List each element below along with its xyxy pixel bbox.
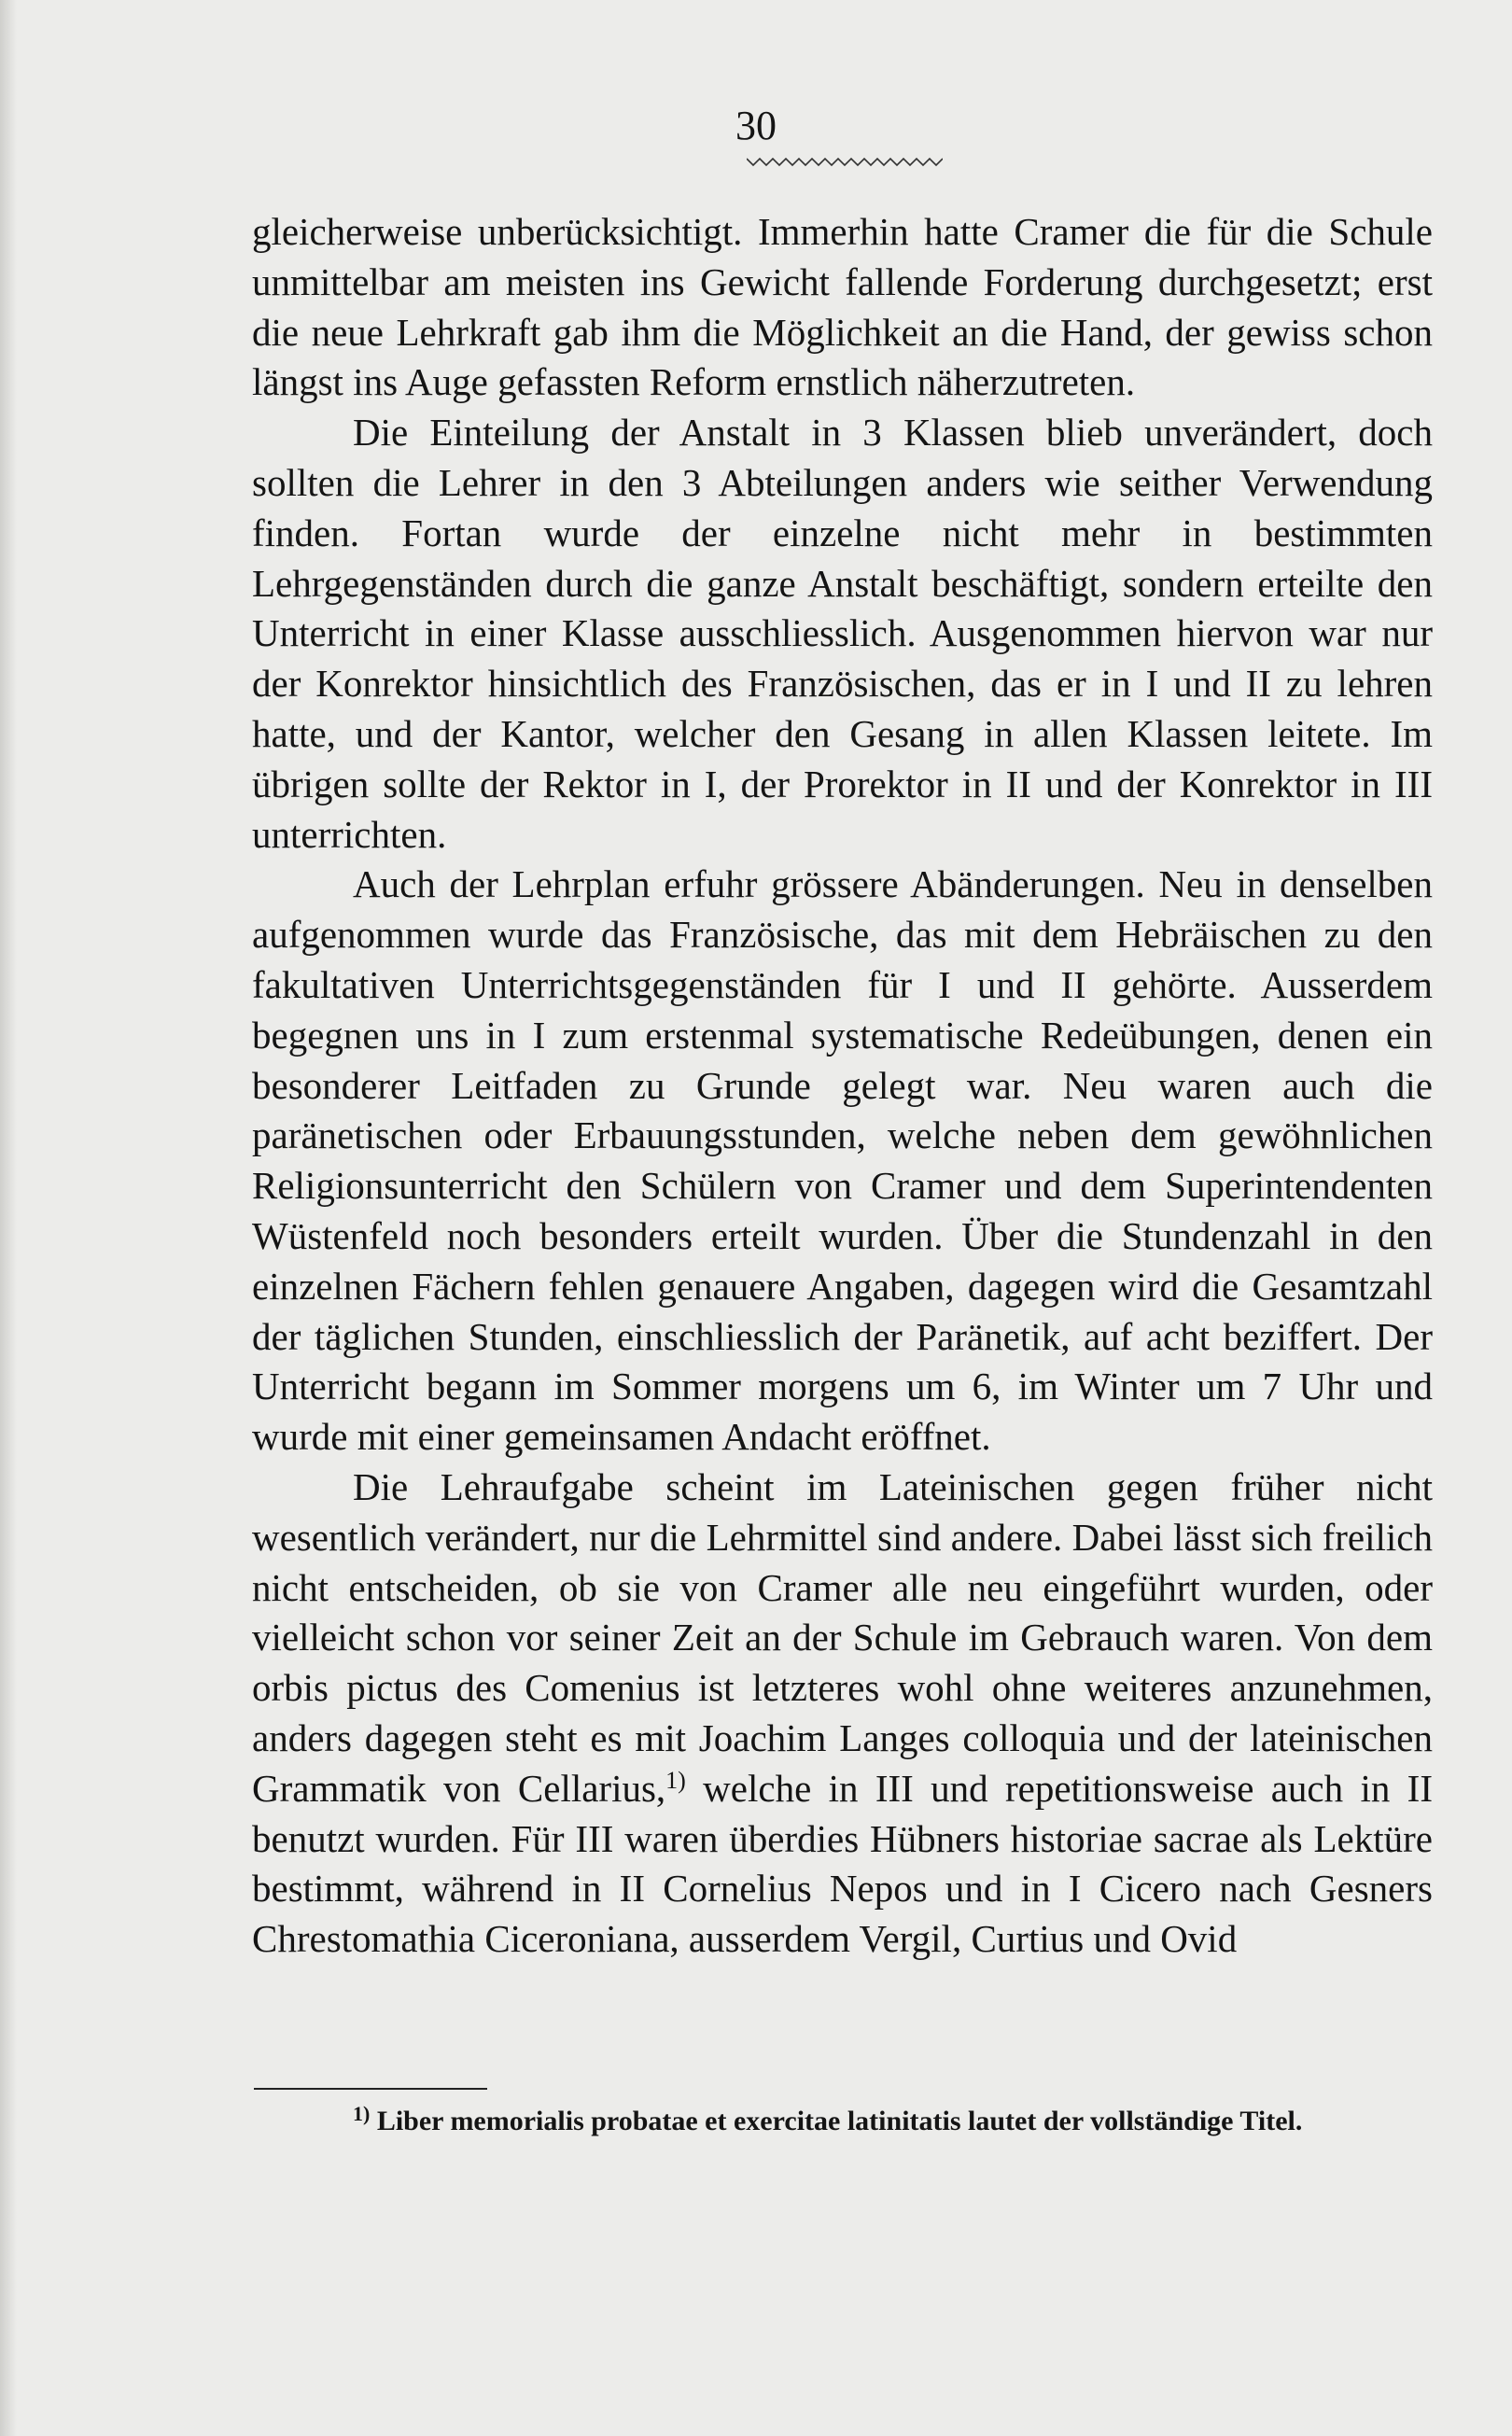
paragraph-text: Die Lehraufgabe scheint im Lateinischen gegen früher nicht wesentlich verändert, nur die Lehrmittel sind andere. Dabei lässt sich freilich nicht entscheiden, ob sie von Cramer alle neu eingeführt wurden, oder vielleicht schon vor seiner Zeit an der Schule im Gebrauch waren. Von dem orbis pictus des Comenius ist letzteres wohl ohne weiteres anzunehmen, anders dagegen steht es mit Joachim Langes colloquia und der lateinischen Grammatik von Cellarius,: [252, 1464, 1433, 1810]
paragraph: [252, 207, 1433, 408]
page-number-ornament: [747, 155, 943, 168]
paragraph: [252, 1463, 1433, 1965]
body-text: [252, 207, 1433, 1965]
page-edge-shadow: [0, 0, 17, 2436]
paragraph-text: gleicherweise unberücksichtigt. Immerhin hatte Cramer die für die Schule unmittelbar am meisten ins Gewicht fallende Forderung durchgesetzt; erst die neue Lehrkraft gab ihm die Möglichkeit an die Hand, der gewiss schon längst ins Auge gefassten Reform ernstlich näherzutreten.: [252, 210, 1433, 404]
page-number: 30: [735, 103, 777, 148]
footnote-reference: 1): [665, 1766, 686, 1794]
footnote-paragraph: [252, 2098, 1433, 2145]
paragraph-text: welche in III und repetitionsweise auch in II benutzt wurden. Für III waren überdies Hübners historiae sacrae als Lektüre bestimmt, während in II Cornelius Nepos und in I Cicero nach Gesners Chrestomathia Ciceroniana, ausserdem Vergil, Curtius und Ovid: [252, 1766, 1433, 1961]
footnote-divider: [254, 2088, 487, 2090]
footnote: [252, 2098, 1433, 2145]
paragraph-text: Die Einteilung der Anstalt in 3 Klassen blieb unverändert, doch sollten die Lehrer in den 3 Abteilungen anders wie seither Verwendung finden. Fortan wurde der einzelne nicht mehr in bestimmten Lehrgegenständen durch die ganze Anstalt beschäftigt, sondern erteilte den Unterricht in einer Klasse ausschliesslich. Ausgenommen hiervon war nur der Konrektor hinsichtlich des Französischen, das er in I und II zu lehren hatte, und der Kantor, welcher den Gesang in allen Klassen leitete. Im übrigen sollte der Rektor in I, der Prorektor in II und der Konrektor in III unterrichten.: [252, 411, 1433, 856]
paragraph: [252, 408, 1433, 860]
paragraph-text: Auch der Lehrplan erfuhr grössere Abänderungen. Neu in denselben aufgenommen wurde das Französische, das mit dem Hebräischen zu den fakultativen Unterrichtsgegenständen für I und II gehörte. Ausserdem begegnen uns in I zum erstenmal systematische Redeübungen, denen ein besonderer Leitfaden zu Grunde gelegt war. Neu waren auch die paränetischen oder Erbauungsstunden, welche neben dem gewöhnlichen Religionsunterricht den Schülern von Cramer und dem Superintendenten Wüstenfeld noch besonders erteilt wurden. Über die Stundenzahl in den einzelnen Fächern fehlen genauere Angaben, dagegen wird die Gesamtzahl der täglichen Stunden, einschliesslich der Paränetik, auf acht beziffert. Der Unterricht begann im Sommer morgens um 6, im Winter um 7 Uhr und wurde mit einer gemeinsamen Andacht eröffnet.: [252, 862, 1433, 1459]
footnote-text: Liber memorialis probatae et exercitae latinitatis lautet der vollständige Titel.: [376, 2106, 1303, 2136]
footnote-mark: 1): [353, 2102, 371, 2125]
paragraph: [252, 860, 1433, 1463]
